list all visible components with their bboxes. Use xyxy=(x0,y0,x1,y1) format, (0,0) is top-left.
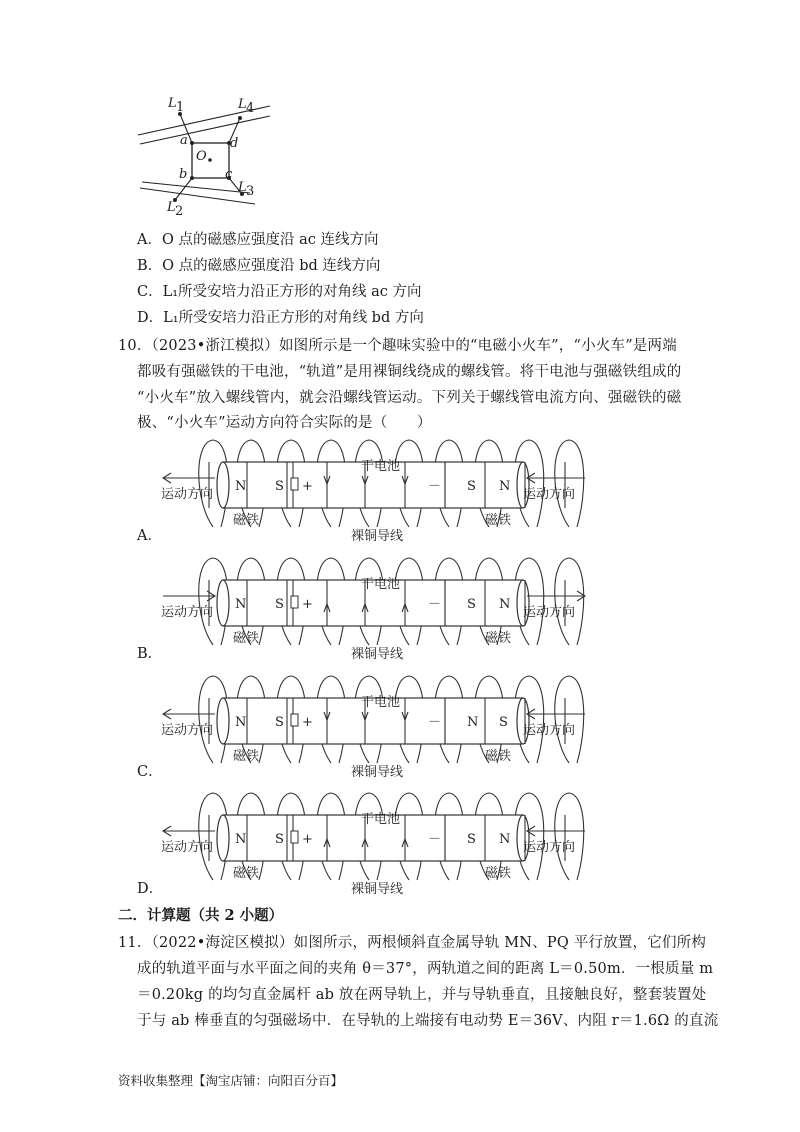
q11-line-1: 11．（2022•海淀区模拟）如图所示，两根倾斜直金属导轨 MN、PQ 平行放置，它们所构 xyxy=(118,935,707,951)
q9-option-b: B．O 点的磁感应强度沿 bd 连线方向 xyxy=(137,258,381,274)
q10-line-4: 极、“小火车”运动方向符合实际的是（ ） xyxy=(137,415,432,431)
q10-option-label: A． xyxy=(137,528,162,544)
left-magnet-pole-1: N xyxy=(235,715,247,730)
left-magnet-pole-2: S xyxy=(275,597,284,612)
svg-text:4: 4 xyxy=(246,101,255,116)
svg-text:2: 2 xyxy=(175,204,184,219)
right-magnet-label: 磁铁 xyxy=(485,749,512,764)
right-magnet-pole-1: S xyxy=(467,597,476,612)
solenoid-diagram xyxy=(155,668,605,783)
battery-label: 干电池 xyxy=(361,577,401,592)
left-magnet-pole-1: N xyxy=(235,597,247,612)
label-d: d xyxy=(230,136,239,151)
q10-option-label: C． xyxy=(137,764,163,780)
left-magnet-pole-1: N xyxy=(235,479,247,494)
minus-sign: － xyxy=(428,597,442,612)
solenoid-diagram xyxy=(155,550,605,665)
q10-line-2: 都吸有强磁铁的干电池，“轨道”是用裸铜线绕成的螺线管。将干电池与强磁铁组成的 xyxy=(137,364,682,380)
q9-option-d: D．L₁所受安培力沿正方形的对角线 bd 方向 xyxy=(137,310,424,326)
plus-sign: + xyxy=(302,597,313,612)
right-magnet-label: 磁铁 xyxy=(485,866,512,881)
solenoid-diagram xyxy=(155,785,605,900)
right-magnet-pole-1: N xyxy=(467,715,479,730)
right-magnet-pole-2: N xyxy=(499,832,511,847)
left-magnet-pole-2: S xyxy=(275,479,284,494)
label-L3: L xyxy=(238,180,247,195)
label-a: a xyxy=(180,133,188,148)
solenoid-diagram xyxy=(155,432,605,547)
right-motion-label: 运动方向 xyxy=(523,487,576,502)
plus-sign: + xyxy=(302,479,313,494)
minus-sign: － xyxy=(428,479,442,494)
left-magnet-label: 磁铁 xyxy=(233,513,260,528)
q9-option-c: C．L₁所受安培力沿正方形的对角线 ac 方向 xyxy=(137,284,422,300)
q10-line-3: “小火车”放入螺线管内，就会沿螺线管运动。下列关于螺线管电流方向、强磁铁的磁 xyxy=(137,390,682,406)
left-magnet-label: 磁铁 xyxy=(233,866,260,881)
wire-label: 裸铜导线 xyxy=(351,529,404,544)
battery-label: 干电池 xyxy=(361,459,401,474)
q11-line-3: ＝0.20kg 的均匀直金属杆 ab 放在两导轨上，并与导轨垂直，且接触良好，整套装置处 xyxy=(137,987,707,1003)
wire-label: 裸铜导线 xyxy=(351,647,404,662)
wire-label: 裸铜导线 xyxy=(351,882,404,897)
right-motion-label: 运动方向 xyxy=(523,840,576,855)
q9-option-a: A．O 点的磁感应强度沿 ac 连线方向 xyxy=(137,232,379,248)
right-magnet-pole-2: S xyxy=(499,715,508,730)
label-b: b xyxy=(179,167,188,182)
left-motion-label: 运动方向 xyxy=(161,605,214,620)
left-magnet-label: 磁铁 xyxy=(233,749,260,764)
right-motion-label: 运动方向 xyxy=(523,605,576,620)
label-L4: L xyxy=(238,97,247,112)
right-magnet-label: 磁铁 xyxy=(485,513,512,528)
section-title: 二．计算题（共 2 小题） xyxy=(118,907,284,924)
svg-text:3: 3 xyxy=(246,184,255,199)
minus-sign: － xyxy=(428,832,442,847)
right-magnet-pole-2: N xyxy=(499,479,511,494)
footer: 资料收集整理【淘宝店铺：向阳百分百】 xyxy=(118,1073,344,1088)
label-L2: L xyxy=(167,200,176,215)
left-magnet-pole-2: S xyxy=(275,715,284,730)
q11-line-2: 成的轨道平面与水平面之间的夹角 θ＝37°，两轨道之间的距离 L＝0.50m．一根质量 m xyxy=(137,961,714,977)
left-magnet-pole-1: N xyxy=(235,832,247,847)
label-L1: L xyxy=(168,96,177,111)
q11-line-4: 于与 ab 棒垂直的匀强磁场中．在导轨的上端接有电动势 E＝36V、内阻 r＝1.6Ω 的直流 xyxy=(137,1013,719,1029)
plus-sign: + xyxy=(302,715,313,730)
label-O: O xyxy=(196,149,207,164)
left-motion-label: 运动方向 xyxy=(161,723,214,738)
svg-text:1: 1 xyxy=(176,100,185,115)
wire-label: 裸铜导线 xyxy=(351,765,404,780)
right-magnet-label: 磁铁 xyxy=(485,631,512,646)
plus-sign: + xyxy=(302,832,313,847)
left-motion-label: 运动方向 xyxy=(161,840,214,855)
label-c: c xyxy=(225,167,233,182)
right-magnet-pole-2: N xyxy=(499,597,511,612)
right-magnet-pole-1: S xyxy=(467,479,476,494)
left-motion-label: 运动方向 xyxy=(161,487,214,502)
right-motion-label: 运动方向 xyxy=(523,723,576,738)
battery-label: 干电池 xyxy=(361,695,401,710)
minus-sign: － xyxy=(428,715,442,730)
figure-q9 xyxy=(130,90,290,220)
left-magnet-pole-2: S xyxy=(275,832,284,847)
q10-option-label: D． xyxy=(137,881,164,897)
q10-line-1: 10．（2023•浙江模拟）如图所示是一个趣味实验中的“电磁小火车”，“小火车”是两端 xyxy=(118,338,677,354)
right-magnet-pole-1: S xyxy=(467,832,476,847)
battery-label: 干电池 xyxy=(361,812,401,827)
left-magnet-label: 磁铁 xyxy=(233,631,260,646)
q10-option-label: B． xyxy=(137,646,163,662)
